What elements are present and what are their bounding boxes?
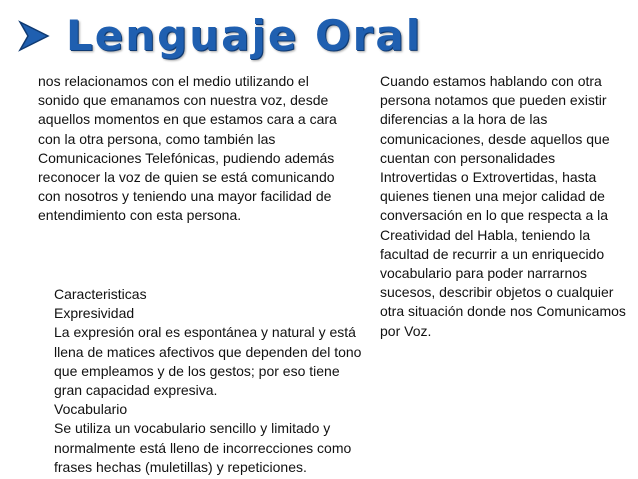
right-paragraph bbox=[380, 72, 630, 341]
characteristics-section bbox=[54, 285, 364, 477]
left-intro-paragraph bbox=[38, 72, 338, 226]
arrow-right-bullet-icon bbox=[14, 16, 54, 56]
slide-title: Lenguaje Oral bbox=[66, 11, 423, 60]
expresividad-text: La expresión oral es espontánea y natural y está llena de matices afectivos que dependen del tono que empleamos y de los gestos; por eso tiene gran capacidad expresiva. bbox=[54, 324, 362, 399]
vocabulario-heading: Vocabulario bbox=[54, 401, 128, 418]
slide-header bbox=[14, 8, 422, 64]
expresividad-heading: Expresividad bbox=[54, 305, 135, 322]
right-text: Cuando estamos hablando con otra persona notamos que pueden existir diferencias a la hora de las comunicaciones, desde aquellos que cuentan con personalidades Introvertidas o Extrovertidas, hasta quienes tienen una mejor calidad de conversación en lo que respecta a la Creatividad del Habla, teniendo la facultad de recurrir a un enriquecido vocabulario para poder narrarnos sucesos, describir objetos o cualquier otra situación donde nos Comunicamos por Voz. bbox=[380, 73, 626, 339]
characteristics-heading: Caracteristicas bbox=[54, 286, 147, 302]
left-intro-text: nos relacionamos con el medio utilizando el sonido que emanamos con nuestra voz, desde aquellos momentos en que estamos cara a cara con la otra persona, como también las Comunicaciones Telefónicas, pudiendo además reconocer la voz de quien se está comunicando con nosotros y teniendo una mayor facilidad de entendimiento con esta persona. bbox=[38, 73, 337, 224]
vocabulario-text: Se utiliza un vocabulario sencillo y limitado y normalmente está lleno de incorrecciones como frases hechas (muletillas) y repeticiones. bbox=[54, 420, 352, 475]
